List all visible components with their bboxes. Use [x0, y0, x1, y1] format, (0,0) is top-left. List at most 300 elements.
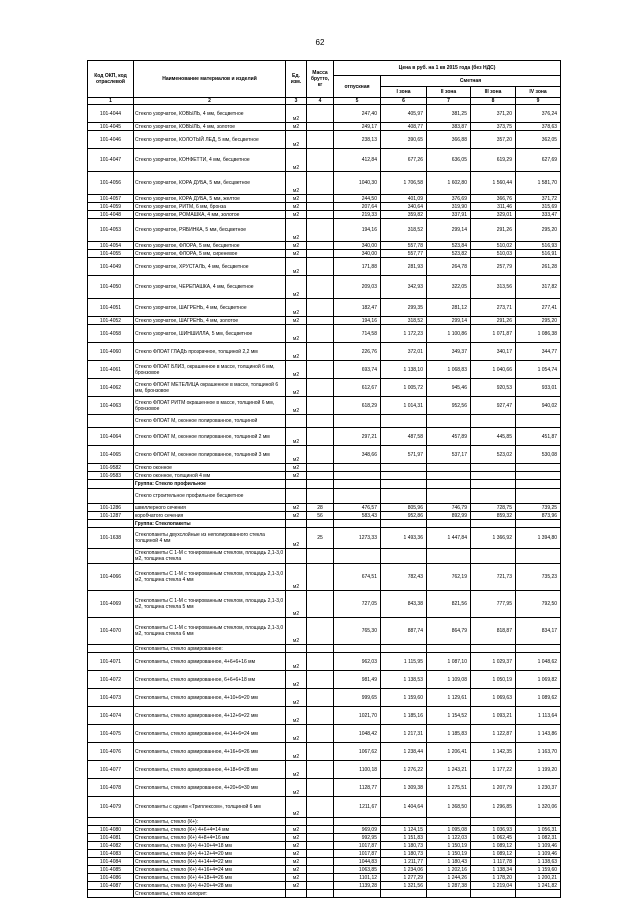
cell-price-zone-4: 1 159,60: [516, 866, 561, 874]
cell-price-zone-4: 376,24: [516, 105, 561, 123]
cell-price-zone-1: 887,74: [381, 618, 427, 645]
cell-price-zone-3: 340,17: [471, 343, 516, 361]
table-row: [88, 343, 561, 361]
cell-mass: [307, 242, 334, 250]
page-number: 62: [315, 38, 325, 47]
cell-unit: м2: [286, 242, 307, 250]
cell-mass: [307, 428, 334, 446]
cell-code: 101-4081: [88, 834, 134, 842]
cell-price-release: 171,88: [334, 258, 381, 276]
cell-price-zone-4: 940,02: [516, 397, 561, 415]
table-row: [88, 707, 561, 725]
cell-price-zone-2: [427, 645, 471, 653]
cell-price-zone-3: 311,46: [471, 203, 516, 211]
cell-name: Стекло узорчатое, КОВЫЛЬ, 4 мм, золотое: [134, 123, 286, 131]
cell-price-zone-4: 1 320,06: [516, 797, 561, 818]
table-row: [88, 761, 561, 779]
cell-price-zone-3: 1 296,85: [471, 797, 516, 818]
cell-price-zone-3: 1 071,87: [471, 325, 516, 343]
cell-price-zone-2: 1 244,26: [427, 874, 471, 882]
header-estimate: Сметная: [381, 76, 561, 87]
cell-price-release: [334, 890, 381, 898]
cell-price-zone-1: 1 151,83: [381, 834, 427, 842]
header-zone-4: IV зона: [516, 87, 561, 98]
cell-unit: м2: [286, 842, 307, 850]
table-row: [88, 564, 561, 591]
cell-price-release: 1067,62: [334, 743, 381, 761]
table-row: [88, 725, 561, 743]
cell-price-zone-2: 299,14: [427, 219, 471, 242]
cell-mass: [307, 797, 334, 818]
cell-price-zone-1: 1 217,31: [381, 725, 427, 743]
cell-mass: [307, 725, 334, 743]
cell-name: Стеклопакеты, стекло армированное, 4+10+6=20 мм: [134, 689, 286, 707]
cell-price-zone-2: 1 202,16: [427, 866, 471, 874]
cell-code: 101-1286: [88, 504, 134, 512]
cell-unit: м2: [286, 779, 307, 797]
cell-code: [88, 489, 134, 504]
cell-price-zone-3: 1 142,35: [471, 743, 516, 761]
cell-price-zone-4: 1 581,70: [516, 172, 561, 195]
cell-price-zone-1: [381, 472, 427, 480]
cell-price-zone-2: 1 180,43: [427, 858, 471, 866]
cell-price-zone-4: 1 138,63: [516, 858, 561, 866]
cell-price-zone-2: [427, 472, 471, 480]
cell-price-zone-1: 1 124,15: [381, 826, 427, 834]
cell-price-zone-4: 1 054,74: [516, 361, 561, 379]
cell-price-zone-2: 762,19: [427, 564, 471, 591]
table-row: [88, 866, 561, 874]
cell-price-zone-3: [471, 645, 516, 653]
col-number: 3: [286, 98, 307, 105]
cell-price-zone-4: 530,08: [516, 446, 561, 464]
cell-price-zone-2: 537,17: [427, 446, 471, 464]
cell-price-zone-4: 1 113,64: [516, 707, 561, 725]
cell-price-zone-1: 405,97: [381, 105, 427, 123]
table-row: [88, 504, 561, 512]
cell-mass: [307, 618, 334, 645]
cell-price-zone-3: 1 029,37: [471, 653, 516, 671]
cell-price-zone-2: 1 068,83: [427, 361, 471, 379]
cell-name: Стеклопакеты, стекло (К+) 4+8+4=16 мм: [134, 834, 286, 842]
cell-price-zone-3: 1 050,19: [471, 671, 516, 689]
cell-price-zone-4: 295,20: [516, 219, 561, 242]
cell-name: Стекло ФЛОАТ РИТМ окрашенное в массе, толщиной 6 мм, бронзовое: [134, 397, 286, 415]
cell-name: Стекло узорчатое, ШАГРЕНЬ, 4 мм, бесцветное: [134, 299, 286, 317]
cell-price-zone-1: 557,78: [381, 242, 427, 250]
cell-unit: м2: [286, 299, 307, 317]
cell-name: Стеклопакеты, стекло (К+) 4+16+4=24 мм: [134, 866, 286, 874]
cell-mass: [307, 105, 334, 123]
cell-code: 101-4082: [88, 842, 134, 850]
cell-unit: м2: [286, 618, 307, 645]
cell-name: Стеклопакеты, стекло (К+) 4+14+4=22 мм: [134, 858, 286, 866]
cell-price-zone-1: 1 493,36: [381, 528, 427, 549]
cell-name: Стеклопакеты С 1-М с тонированным стеклом, площадь 2,1-3,0 м2, толщина стекла 6 мм: [134, 618, 286, 645]
cell-price-zone-1: 340,64: [381, 203, 427, 211]
cell-price-zone-4: [516, 890, 561, 898]
cell-price-release: [334, 818, 381, 826]
col-number: 4: [307, 98, 334, 105]
cell-price-release: 583,43: [334, 512, 381, 520]
cell-unit: м2: [286, 317, 307, 325]
cell-price-zone-1: [381, 480, 427, 489]
cell-unit: м2: [286, 361, 307, 379]
cell-price-release: 727,05: [334, 591, 381, 618]
cell-unit: м2: [286, 464, 307, 472]
cell-price-release: [334, 472, 381, 480]
table-row: [88, 842, 561, 850]
cell-price-release: 1040,30: [334, 172, 381, 195]
header-zone-3: III зона: [471, 87, 516, 98]
cell-name: Стекло узорчатое, ХРУСТАЛЬ, 4 мм, бесцветное: [134, 258, 286, 276]
cell-price-zone-2: 523,84: [427, 242, 471, 250]
table-row: [88, 834, 561, 842]
cell-name: Стекло узорчатое, РОМАШКА, 4 мм, золотое: [134, 211, 286, 219]
cell-price-zone-1: [381, 464, 427, 472]
cell-price-zone-4: 933,01: [516, 379, 561, 397]
cell-name: Стекло ФЛОАТ БЛИЗ, окрашенное в массе, толщиной 6 мм, бронзовое: [134, 361, 286, 379]
table-row: [88, 797, 561, 818]
table-row: [88, 464, 561, 472]
cell-price-zone-2: 952,56: [427, 397, 471, 415]
cell-name: Стеклопакеты С 1-М с тонированным стеклом, площадь 2,1-3,0 м2, толщина стекла 4 мм: [134, 564, 286, 591]
cell-mass: [307, 325, 334, 343]
cell-price-release: 612,67: [334, 379, 381, 397]
cell-price-zone-3: 1 040,66: [471, 361, 516, 379]
cell-price-zone-1: 1 211,77: [381, 858, 427, 866]
table-row: [88, 123, 561, 131]
cell-code: 101-4083: [88, 850, 134, 858]
cell-price-zone-2: 349,37: [427, 343, 471, 361]
cell-name: Стеклопакеты, стекло армированное, 4+12+6=22 мм: [134, 707, 286, 725]
cell-price-zone-2: 1 100,86: [427, 325, 471, 343]
cell-price-zone-1: [381, 415, 427, 428]
cell-name: Стеклопакеты, стекло армированное, 6+6+6+18 мм: [134, 671, 286, 689]
cell-name: Стеклопакеты С 1-М с тонированным стеклом, площадь 2,1-3,0 м2, толщина стекла 5 мм: [134, 591, 286, 618]
cell-code: 101-4060: [88, 343, 134, 361]
cell-mass: [307, 203, 334, 211]
cell-unit: м2: [286, 882, 307, 890]
cell-price-zone-4: 1 163,70: [516, 743, 561, 761]
cell-price-zone-1: 372,01: [381, 343, 427, 361]
table-row: [88, 689, 561, 707]
cell-price-zone-2: 892,99: [427, 512, 471, 520]
cell-price-release: 207,64: [334, 203, 381, 211]
cell-unit: м2: [286, 689, 307, 707]
cell-price-zone-3: 818,87: [471, 618, 516, 645]
cell-price-zone-2: 1 368,50: [427, 797, 471, 818]
table-row: [88, 250, 561, 258]
table-row: [88, 428, 561, 446]
cell-name: Стеклопакеты с одним «Триплексом», толщиной 6 мм: [134, 797, 286, 818]
cell-code: 101-4061: [88, 361, 134, 379]
cell-unit: м2: [286, 725, 307, 743]
cell-price-release: 1139,28: [334, 882, 381, 890]
cell-unit: м2: [286, 528, 307, 549]
table-row: [88, 549, 561, 564]
cell-price-zone-4: 362,05: [516, 131, 561, 149]
cell-code: 101-9583: [88, 472, 134, 480]
cell-price-release: 244,50: [334, 195, 381, 203]
cell-price-zone-1: [381, 549, 427, 564]
cell-price-zone-1: 557,77: [381, 250, 427, 258]
cell-mass: [307, 743, 334, 761]
cell-price-zone-3: 927,47: [471, 397, 516, 415]
cell-mass: [307, 258, 334, 276]
cell-price-zone-2: [427, 480, 471, 489]
cell-price-zone-1: [381, 890, 427, 898]
cell-mass: [307, 397, 334, 415]
cell-price-zone-1: 281,93: [381, 258, 427, 276]
cell-name: Стеклопакеты, стекло армированное, 4+14+6=24 мм: [134, 725, 286, 743]
cell-unit: м2: [286, 874, 307, 882]
cell-mass: [307, 549, 334, 564]
cell-price-zone-2: 945,46: [427, 379, 471, 397]
cell-price-zone-4: [516, 549, 561, 564]
cell-price-zone-2: 337,91: [427, 211, 471, 219]
cell-name: Стекло узорчатое, КОРА ДУБА, 5 мм, бесцветное: [134, 172, 286, 195]
cell-price-zone-4: 1 056,31: [516, 826, 561, 834]
cell-mass: [307, 671, 334, 689]
cell-price-zone-2: 1 287,38: [427, 882, 471, 890]
cell-unit: [286, 890, 307, 898]
cell-price-release: 714,58: [334, 325, 381, 343]
cell-unit: м2: [286, 195, 307, 203]
cell-mass: [307, 361, 334, 379]
cell-price-zone-4: [516, 415, 561, 428]
cell-price-zone-4: 735,23: [516, 564, 561, 591]
col-number: 9: [516, 98, 561, 105]
cell-unit: м2: [286, 219, 307, 242]
cell-price-zone-1: 1 005,72: [381, 379, 427, 397]
cell-code: 101-4075: [88, 725, 134, 743]
cell-code: 101-4079: [88, 797, 134, 818]
cell-price-release: 194,16: [334, 317, 381, 325]
cell-price-release: 249,17: [334, 123, 381, 131]
cell-code: 101-4084: [88, 858, 134, 866]
cell-price-zone-3: 1 207,79: [471, 779, 516, 797]
cell-mass: [307, 219, 334, 242]
cell-unit: м2: [286, 504, 307, 512]
cell-price-zone-1: 1 138,10: [381, 361, 427, 379]
cell-name: Стеклопакеты, стекло (К+) 4+20+4=28 мм: [134, 882, 286, 890]
cell-unit: м2: [286, 325, 307, 343]
cell-unit: [286, 645, 307, 653]
cell-unit: м2: [286, 276, 307, 299]
table-row: [88, 105, 561, 123]
group-row: [88, 520, 561, 528]
table-row: [88, 528, 561, 549]
cell-price-zone-4: 344,77: [516, 343, 561, 361]
cell-price-zone-2: [427, 890, 471, 898]
cell-mass: [307, 211, 334, 219]
cell-price-zone-2: [427, 489, 471, 504]
cell-price-zone-2: 1 243,21: [427, 761, 471, 779]
cell-price-zone-1: 359,82: [381, 211, 427, 219]
table-row: [88, 317, 561, 325]
cell-price-release: 182,47: [334, 299, 381, 317]
cell-price-release: 476,57: [334, 504, 381, 512]
cell-price-zone-1: 805,96: [381, 504, 427, 512]
cell-mass: [307, 842, 334, 850]
cell-price-zone-3: 1 177,22: [471, 761, 516, 779]
cell-unit: м2: [286, 446, 307, 464]
cell-price-zone-2: 864,79: [427, 618, 471, 645]
cell-price-zone-3: [471, 415, 516, 428]
cell-unit: м2: [286, 512, 307, 520]
cell-unit: м2: [286, 653, 307, 671]
cell-price-zone-4: [516, 480, 561, 489]
cell-price-zone-4: 1 048,62: [516, 653, 561, 671]
cell-price-zone-4: 1 109,46: [516, 842, 561, 850]
cell-price-zone-3: 1 138,34: [471, 866, 516, 874]
cell-mass: [307, 276, 334, 299]
group-row: [88, 480, 561, 489]
table-row: [88, 591, 561, 618]
table-row: [88, 397, 561, 415]
cell-mass: [307, 520, 334, 528]
cell-mass: [307, 123, 334, 131]
cell-price-release: [334, 549, 381, 564]
header-mass: Масса брутто, кг: [307, 61, 334, 98]
cell-price-release: [334, 489, 381, 504]
table-row: [88, 195, 561, 203]
cell-code: [88, 520, 134, 528]
table-row: [88, 172, 561, 195]
table-row: [88, 131, 561, 149]
cell-mass: 56: [307, 512, 334, 520]
table-row: [88, 858, 561, 866]
cell-price-zone-1: 1 180,73: [381, 850, 427, 858]
price-table: [87, 60, 561, 898]
cell-price-zone-3: 273,71: [471, 299, 516, 317]
cell-price-zone-4: [516, 818, 561, 826]
cell-price-zone-2: 1 150,19: [427, 842, 471, 850]
cell-code: 101-4063: [88, 397, 134, 415]
cell-price-zone-2: 1 129,61: [427, 689, 471, 707]
cell-mass: [307, 250, 334, 258]
cell-price-release: 1100,18: [334, 761, 381, 779]
cell-mass: [307, 779, 334, 797]
cell-price-zone-1: [381, 489, 427, 504]
cell-price-zone-3: 373,75: [471, 123, 516, 131]
cell-name: Стекло узорчатое, КОВЫЛЬ, 4 мм, бесцветное: [134, 105, 286, 123]
cell-mass: [307, 317, 334, 325]
cell-code: 101-4056: [88, 172, 134, 195]
cell-mass: 28: [307, 504, 334, 512]
cell-price-zone-1: 677,26: [381, 149, 427, 172]
cell-mass: [307, 858, 334, 866]
cell-code: [88, 480, 134, 489]
cell-unit: м2: [286, 671, 307, 689]
cell-mass: [307, 866, 334, 874]
cell-price-zone-4: 378,63: [516, 123, 561, 131]
cell-name: Стеклопакеты, стекло (К+) 4+18+4=26 мм: [134, 874, 286, 882]
table-row: [88, 618, 561, 645]
cell-name: Группа: Стекло профильное: [134, 480, 286, 489]
table-body: [88, 105, 561, 898]
cell-price-zone-4: 1 143,86: [516, 725, 561, 743]
cell-price-zone-4: 1 086,38: [516, 325, 561, 343]
table-row: [88, 890, 561, 898]
header-price-title: Цена в руб. на 1 кв 2015 года (без НДС): [334, 61, 561, 76]
cell-price-release: 340,00: [334, 242, 381, 250]
cell-price-zone-3: 619,29: [471, 149, 516, 172]
cell-mass: [307, 472, 334, 480]
cell-price-zone-3: 291,26: [471, 219, 516, 242]
cell-mass: [307, 131, 334, 149]
cell-price-release: 969,09: [334, 826, 381, 834]
cell-price-release: 226,76: [334, 343, 381, 361]
cell-price-zone-1: 1 277,29: [381, 874, 427, 882]
cell-price-zone-1: 401,09: [381, 195, 427, 203]
table-row: [88, 645, 561, 653]
cell-unit: м2: [286, 131, 307, 149]
cell-price-zone-4: [516, 464, 561, 472]
cell-price-zone-2: [427, 818, 471, 826]
cell-price-zone-2: [427, 520, 471, 528]
cell-name: Стекло узорчатое, ШИНШИЛЛА, 5 мм, бесцветное: [134, 325, 286, 343]
cell-price-release: 1021,70: [334, 707, 381, 725]
cell-price-release: 674,51: [334, 564, 381, 591]
cell-price-zone-3: 357,20: [471, 131, 516, 149]
cell-price-zone-4: 873,96: [516, 512, 561, 520]
cell-price-release: [334, 480, 381, 489]
cell-price-release: 297,21: [334, 428, 381, 446]
cell-mass: [307, 653, 334, 671]
cell-code: 101-4059: [88, 203, 134, 211]
cell-price-release: 1017,87: [334, 850, 381, 858]
cell-price-zone-3: 1 089,12: [471, 850, 516, 858]
cell-price-zone-4: 317,82: [516, 276, 561, 299]
cell-price-zone-2: 376,69: [427, 195, 471, 203]
cell-price-zone-1: 390,65: [381, 131, 427, 149]
cell-price-zone-1: 299,35: [381, 299, 427, 317]
cell-price-release: 1048,42: [334, 725, 381, 743]
cell-price-zone-2: [427, 464, 471, 472]
cell-price-zone-4: 739,25: [516, 504, 561, 512]
cell-price-zone-4: [516, 520, 561, 528]
cell-price-zone-2: 821,56: [427, 591, 471, 618]
cell-code: 101-4053: [88, 219, 134, 242]
cell-price-zone-3: 329,01: [471, 211, 516, 219]
cell-name: Стеклопакеты, стекло колорит:: [134, 890, 286, 898]
cell-unit: [286, 480, 307, 489]
table-row: [88, 325, 561, 343]
table-row: [88, 671, 561, 689]
cell-code: 101-4072: [88, 671, 134, 689]
cell-price-zone-4: 834,17: [516, 618, 561, 645]
cell-price-zone-1: 1 309,38: [381, 779, 427, 797]
cell-price-zone-3: [471, 818, 516, 826]
cell-price-release: 1211,67: [334, 797, 381, 818]
cell-unit: м2: [286, 591, 307, 618]
header-name: Наименование материалов и изделий: [134, 61, 286, 98]
cell-unit: м2: [286, 258, 307, 276]
cell-price-zone-2: 746,79: [427, 504, 471, 512]
cell-mass: [307, 480, 334, 489]
cell-unit: м2: [286, 428, 307, 446]
table-row: [88, 653, 561, 671]
cell-unit: [286, 415, 307, 428]
cell-price-zone-3: 1 062,45: [471, 834, 516, 842]
cell-mass: [307, 761, 334, 779]
cell-price-zone-4: 1 394,80: [516, 528, 561, 549]
cell-price-zone-2: 281,12: [427, 299, 471, 317]
cell-mass: [307, 446, 334, 464]
cell-price-release: 194,16: [334, 219, 381, 242]
